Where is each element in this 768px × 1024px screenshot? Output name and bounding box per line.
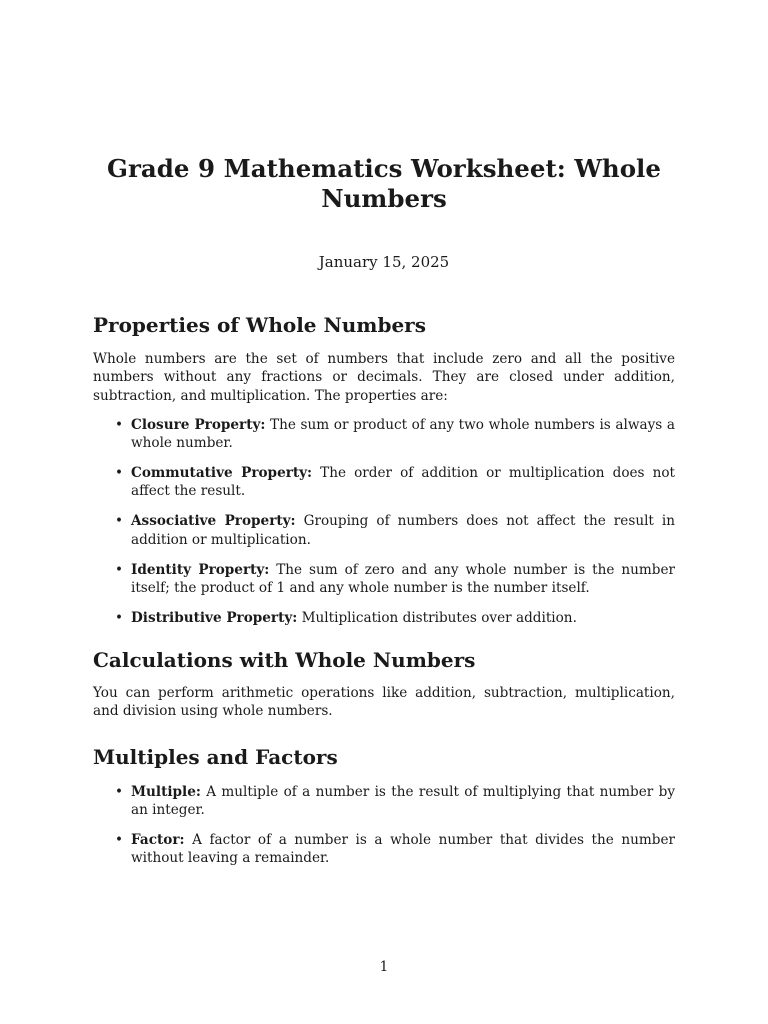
list-item-text: A multiple of a number is the result of multiplying that number by an integer. xyxy=(131,784,675,819)
list-item-text: The order of addition or multiplication does not affect the result. xyxy=(131,465,676,500)
list-item xyxy=(93,783,675,820)
properties-list xyxy=(93,416,675,639)
list-item xyxy=(93,416,675,453)
page-number: 1 xyxy=(379,959,389,975)
document-page xyxy=(93,0,675,1024)
calculations-paragraph: You can perform arithmetic operations like addition, subtraction, multiplication, and division using whole numbers. xyxy=(93,685,675,720)
section-heading-properties: Properties of Whole Numbers xyxy=(93,313,426,337)
list-item xyxy=(93,609,675,627)
document-date: January 15, 2025 xyxy=(318,253,450,271)
bullet-icon: • xyxy=(115,561,124,578)
list-item-text: The sum or product of any two whole numbers is always a whole number. xyxy=(131,417,675,452)
properties-intro-paragraph: Whole numbers are the set of numbers that include zero and all the positive numbers without any fractions or decimals. They are closed under addition, subtraction, and multiplication. The properties are: xyxy=(93,351,675,404)
list-item-term: Factor: xyxy=(131,832,185,849)
list-item xyxy=(93,561,675,598)
list-item-term: Identity Property: xyxy=(131,561,270,578)
bullet-icon: • xyxy=(115,832,124,849)
list-item-term: Associative Property: xyxy=(131,513,296,530)
list-item-term: Commutative Property: xyxy=(131,465,313,482)
bullet-icon: • xyxy=(115,417,124,433)
section-heading-multiples-factors: Multiples and Factors xyxy=(93,745,338,769)
list-item-text: Grouping of numbers does not affect the result in addition or multiplication. xyxy=(131,513,676,548)
list-item-text: A factor of a number is a whole number that divides the number without leaving a remainder. xyxy=(131,832,675,867)
multiples-factors-list xyxy=(93,783,675,879)
list-item-term: Closure Property: xyxy=(131,417,266,433)
list-item-term: Distributive Property: xyxy=(131,609,298,626)
document-title: Grade 9 Mathematics Worksheet: Whole Numbers xyxy=(107,154,661,214)
list-item xyxy=(93,464,675,501)
list-item-text: Multiplication distributes over addition. xyxy=(297,609,577,626)
list-item-term: Multiple: xyxy=(131,784,201,800)
bullet-icon: • xyxy=(115,609,124,626)
section-heading-calculations: Calculations with Whole Numbers xyxy=(93,648,476,672)
bullet-icon: • xyxy=(115,465,124,482)
list-item-text: The sum of zero and any whole number is the number itself; the product of 1 and any whole number is the number itself. xyxy=(131,561,675,596)
bullet-icon: • xyxy=(115,784,124,800)
list-item xyxy=(93,512,675,549)
list-item xyxy=(93,831,675,868)
bullet-icon: • xyxy=(115,513,124,530)
